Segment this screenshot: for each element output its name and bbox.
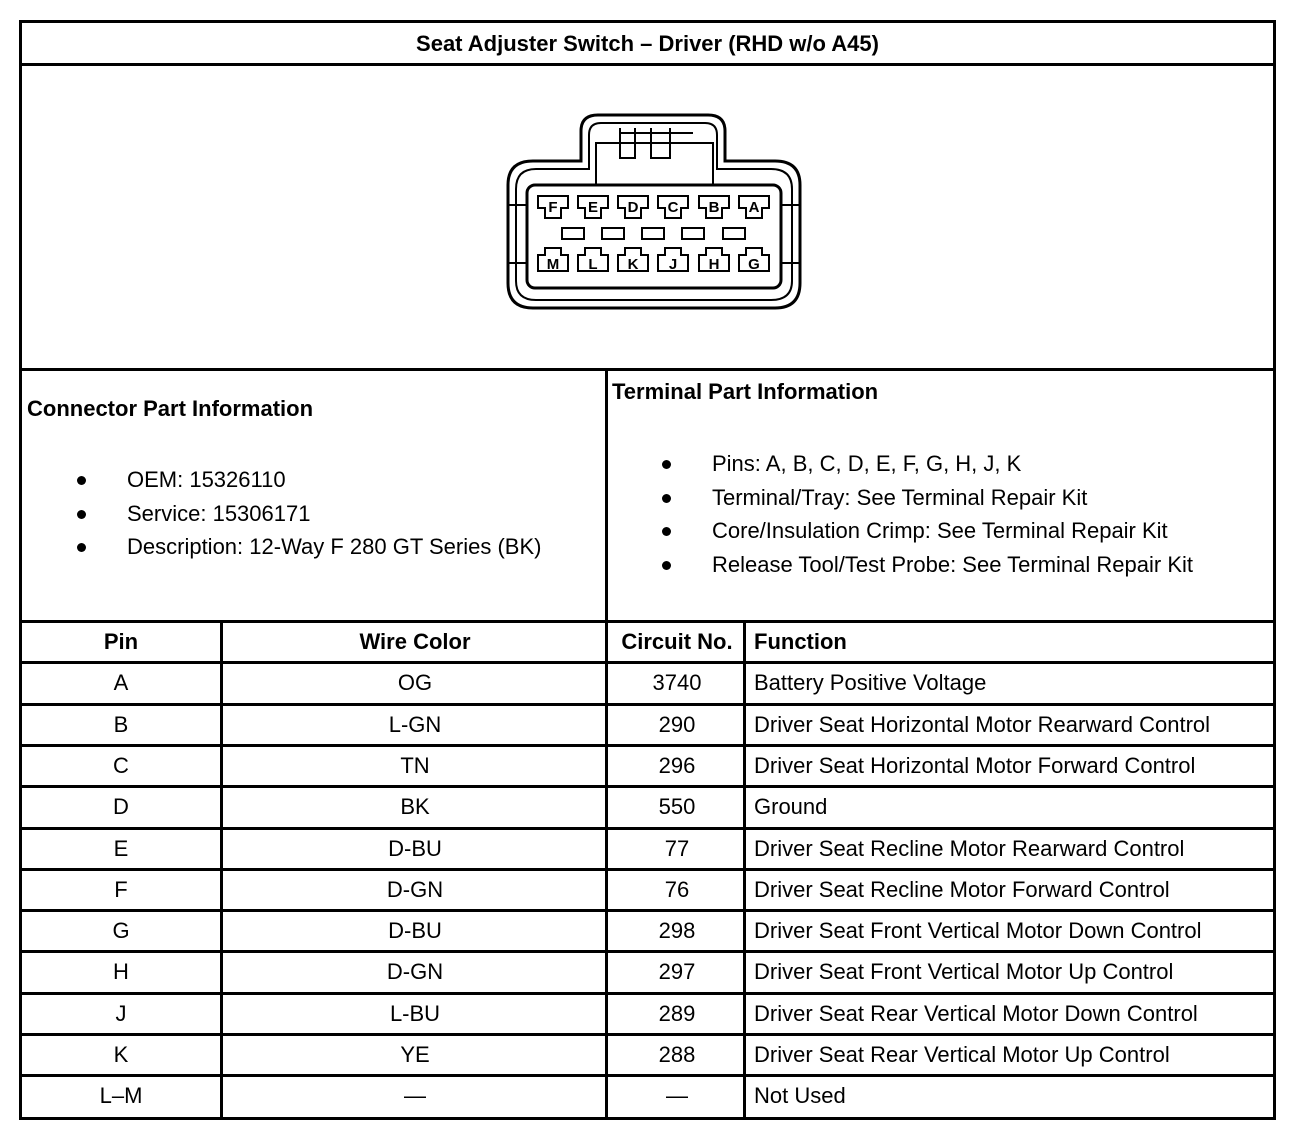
cell-wire-color: L-BU [389,1000,441,1026]
pin-j-cavity [658,248,688,273]
column-header-circuit-number: Circuit No. [621,629,733,654]
pin-k-cavity [618,248,648,273]
keying-slot [602,228,624,239]
cell-function: Not Used [754,1083,846,1109]
connector-face-diagram [503,108,808,313]
cell-circuit-number: 296 [658,752,696,778]
list-item: Description: 12-Way F 280 GT Series (BK) [77,530,541,564]
cell-circuit-number: 550 [658,794,696,820]
cell-wire-color: D-BU [388,918,442,944]
cell-circuit-number: 76 [664,876,690,902]
cell-function: Driver Seat Rear Vertical Motor Up Control [754,1042,1170,1067]
cell-pin: A [113,670,129,696]
pin-m-cavity [538,248,568,273]
cell-circuit-number: — [666,1083,688,1109]
pin-g-cavity [739,248,769,273]
bullet-icon [662,527,671,536]
cell-pin: G [112,918,130,944]
cell-function: Driver Seat Recline Motor Forward Control [754,876,1170,902]
divider [22,63,1273,66]
pin-label: E [587,199,599,216]
pin-label: C [667,199,679,216]
bullet-icon [662,460,671,469]
cell-pin: F [114,876,128,902]
keying-slot [723,228,745,239]
cell-circuit-number: 3740 [652,670,702,696]
cell-pin: H [113,959,129,985]
pin-h-cavity [699,248,729,273]
cell-function: Battery Positive Voltage [754,670,987,696]
cell-wire-color: OG [397,670,433,696]
cell-wire-color: YE [400,1042,430,1067]
cell-wire-color: D-BU [388,835,442,861]
cell-wire-color: L-GN [388,711,442,737]
cell-pin: J [115,1000,127,1026]
column-header-wire-color: Wire Color [359,629,471,654]
cell-wire-color: BK [400,794,430,820]
pin-label: L [588,256,598,273]
keying-slot [562,228,584,239]
pinout-table [22,620,1273,1117]
pin-label: M [546,256,560,273]
cell-circuit-number: 288 [658,1042,696,1067]
terminal-info-heading: Terminal Part Information [612,379,879,404]
cell-wire-color: TN [400,752,430,778]
cell-circuit-number: 77 [664,835,690,861]
cell-pin: D [113,794,129,820]
list-item: Core/Insulation Crimp: See Terminal Repair Kit [662,514,1193,548]
connector-document [19,20,1276,1120]
cell-pin: B [113,711,129,737]
divider [22,368,1273,371]
cell-function: Ground [754,794,828,820]
cell-function: Driver Seat Front Vertical Motor Down Control [754,918,1202,944]
connector-info-list [77,463,541,564]
bullet-icon [662,494,671,503]
keying-slot [682,228,704,239]
divider [743,620,746,1117]
cell-circuit-number: 289 [658,1000,696,1026]
pin-label: B [708,199,720,216]
divider [220,620,223,1117]
cell-function: Driver Seat Front Vertical Motor Up Control [754,959,1174,985]
pin-e-cavity [578,196,608,218]
pin-label: G [748,256,760,273]
connector-info-heading: Connector Part Information [27,396,314,421]
cell-circuit-number: 290 [658,711,696,737]
cell-pin: L–M [99,1083,143,1109]
bullet-icon [77,510,86,519]
list-item: Release Tool/Test Probe: See Terminal Repair Kit [662,548,1193,582]
pin-label: A [748,199,760,216]
cell-pin: E [113,835,129,861]
pin-l-cavity [578,248,608,273]
column-header-function: Function [754,629,847,654]
terminal-info-list [662,447,1193,581]
page-title: Seat Adjuster Switch – Driver (RHD w/o A45) [416,31,879,56]
cell-wire-color: D-GN [386,959,444,985]
cell-pin: K [113,1042,129,1067]
pin-f-cavity [538,196,568,218]
pin-label: D [627,199,639,216]
pin-label: H [708,256,720,273]
cell-function: Driver Seat Recline Motor Rearward Control [754,835,1185,861]
cell-wire-color: — [404,1083,426,1109]
list-item: Pins: A, B, C, D, E, F, G, H, J, K [662,447,1193,481]
list-item: Terminal/Tray: See Terminal Repair Kit [662,481,1193,515]
pin-a-cavity [739,196,769,218]
bullet-icon [77,476,86,485]
bullet-icon [662,561,671,570]
cell-function: Driver Seat Horizontal Motor Forward Control [754,752,1196,778]
cell-circuit-number: 297 [658,959,696,985]
divider [605,368,608,620]
pin-b-cavity [699,196,729,218]
cell-circuit-number: 298 [658,918,696,944]
list-item: OEM: 15326110 [77,463,541,497]
pin-label: J [668,256,678,273]
list-item: Service: 15306171 [77,497,541,531]
cell-pin: C [113,752,129,778]
pin-d-cavity [618,196,648,218]
cell-function: Driver Seat Horizontal Motor Rearward Control [754,711,1211,737]
cell-function: Driver Seat Rear Vertical Motor Down Control [754,1000,1198,1026]
pin-c-cavity [658,196,688,218]
keying-slot [642,228,664,239]
divider [605,620,608,1117]
bullet-icon [77,543,86,552]
cell-wire-color: D-GN [386,876,444,902]
column-header-pin: Pin [103,629,139,654]
pin-label: F [548,199,558,216]
pin-label: K [627,256,639,273]
